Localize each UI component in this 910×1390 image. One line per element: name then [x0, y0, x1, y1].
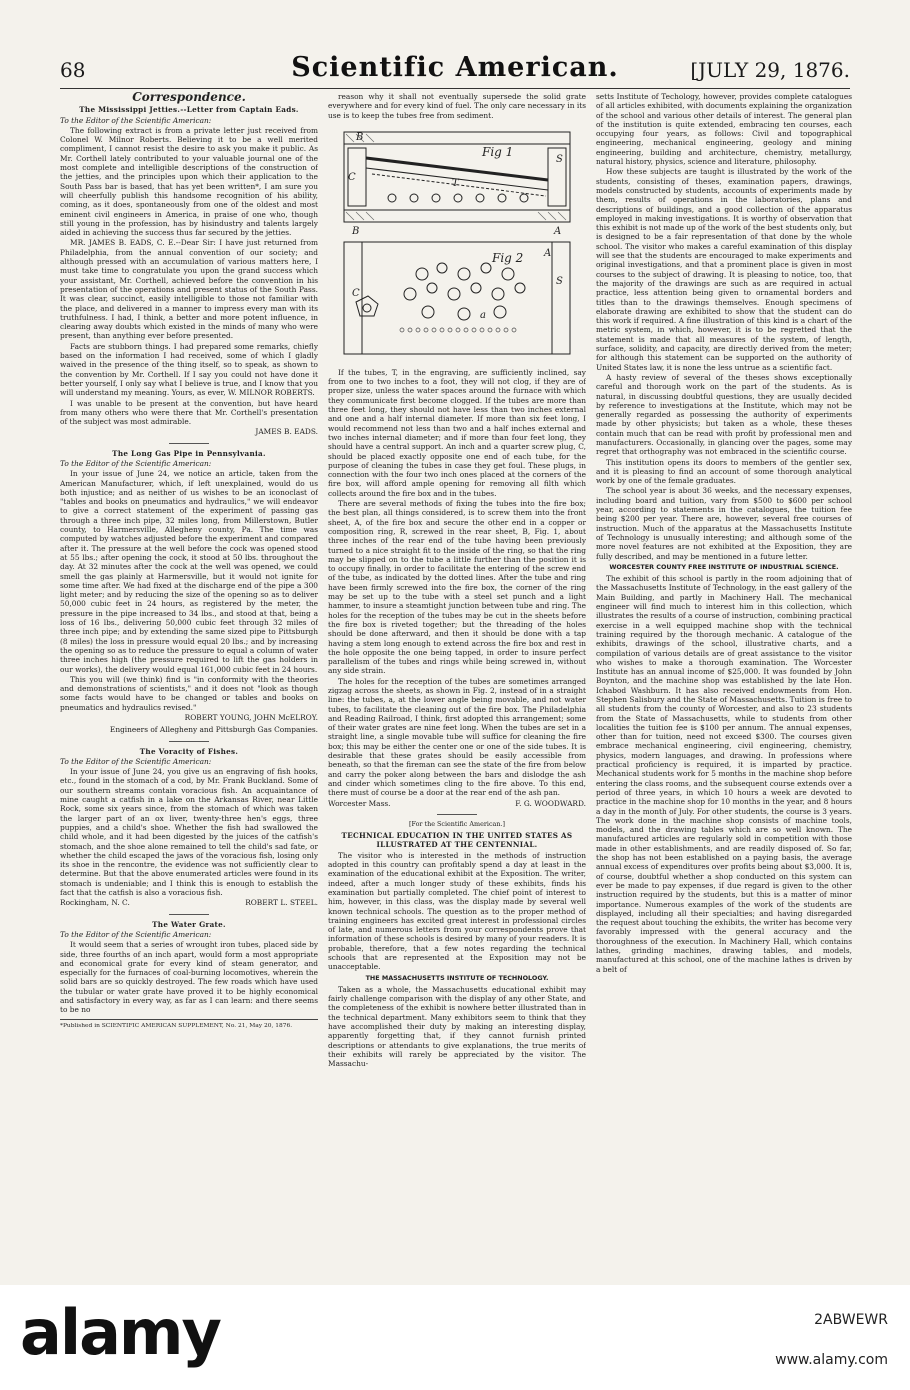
- signature-line: [60, 898, 318, 907]
- signature: ROBERT YOUNG, JOHN McELROY.: [184, 713, 318, 722]
- figure-letter: C: [348, 171, 356, 183]
- image-code: 2ABWEWR: [814, 1312, 888, 1328]
- salutation: To the Editor of the Scientific American:: [60, 115, 212, 125]
- signature: F. G. WOODWARD.: [515, 798, 586, 808]
- article-title-jetties: The Mississippi Jetties.--Letter from Captain Eads.: [79, 105, 299, 115]
- alamy-logo: alamy: [20, 1296, 220, 1369]
- subheading-mit: THE MASSACHUSETTS INSTITUTE OF TECHNOLOGY.: [365, 973, 549, 982]
- paragraph: The school year is about 36 weeks, and the necessary expenses, including board and tuition, vary from $500 to $600 per school year, according to statements in the catalogues, the tuition fee being $200 per year. There are, however, several free courses of instruction. Much of the apparatus at the Massachusetts Institute of Technology is unusually interesting; and although some of the more novel features are not exhibited at the Exposition, they are fully described, and may be mentioned in a future letter.: [596, 486, 852, 561]
- fig1-frame: [344, 132, 570, 222]
- signature-line: [328, 799, 586, 808]
- article-title-fishes: The Voracity of Fishes.: [139, 746, 239, 756]
- paragraph: There are several methods of fixing the tubes into the fire box; the best plan, all things considered, is to screw them into the front sheet, A, of the fire box and secure the other end in a copper or composition ring, R, screwed in the rear sheet, B, Fig. 1, about three inches of the rear end of the tube having been previously turned to a nice straight fit to the inside of the ring, so that the ring may be slipped on to the tube a little further than the position it is to occupy finally, in order to facilitate the entering of the screw end of the tube, as indicated by the dotted lines. After the tube and ring have been firmly screwed into the fire box, the corner of the ring may be set up to the tube with a steel set punch and a light hammer, to insure a steamtight junction between tube and ring. The holes for the reception of the tubes may be cut in the sheets before the fire box is riveted together; but the threading of the holes should be done afterward, and then it should be done with a tap having a stem long enough to extend across the fire box and rest in the hole opposite the one being tapped, in order to insure perfect parallelism of the tubes and rings while being screwed in, without any side strain.: [328, 499, 586, 676]
- column-3: [596, 92, 852, 1272]
- signature: JAMES B. EADS.: [255, 427, 318, 437]
- salutation: To the Editor of the Scientific American:: [60, 756, 212, 766]
- paragraph: The visitor who is interested in the methods of instruction adopted in this country can profitably spend a day at least in the examination of the educational exhibit at the Exposition. The writer, indeed, after a much longer study of these exhibits, finds his examination but partially completed. The chief point of interest to him, however, in this class, was the display made by several well known technical schools. The question as to the proper method of training engineers has excited great interest in professional circles of late, and numerous letters from your correspondents prove that information of these schools is desired by many of your readers. It is probable, therefore, that a few notes regarding the technical schools that are represented at the Exposition may not be unacceptable.: [328, 850, 586, 972]
- salutation: To the Editor of the Scientific American:: [60, 929, 212, 939]
- paragraph: The exhibit of this school is partly in the room adjoining that of the Massachusetts Institute of Technology, in the east gallery of the Main Building, and partly in Machinery Hall. The mechanical engineer will find much to interest him in this collection, which illustrates the results of a course of instruction, combining practical exercise in a well equipped machine shop with the technical training required by the thorough mechanic. A catalogue of the exhibits, drawings of the school, illustrative charts, and a compilation of various details are of great assistance to the visitor who wishes to make a thorough examination. The Worcester Institute has an annual income of $25,000. It was founded by John Boynton, and the machine shop was established by the late Hon. Ichabod Washburn. It has also received endowments from Hon. Stephen Salisbury and the State of Massachusetts. Tuition is free to all students from the county of Worcester, and also to 23 students from the State of Massachusetts, while to students from other localities the tuition fee is $100 per annum. The annual expenses, other than for tuition, need not exceed $300. The courses given embrace mechanical engineering, civil engineering, chemistry, physics, modern languages, and drawing. In professions where practical proficiency is required, it is imparted by practice. Mechanical students work for 5 months in the machine shop before entering the class rooms, and the subsequent course extends over a period of three years, in which 10 hours a week are devoted to practice in the machine shop for 10 months in the year, and 8 hours a day in the month of July. For other students, the course is 3 years. The work done in the machine shop consists of machine tools, models, and the drawing tables which are so well known. The manufactured articles are regularly sold in competition with those made in other establishments, and are readily disposed of. So far, the shop has not been established on a paying basis, the average annual excess of expenditures over profits being about $3,000. It is, of course, doubtful whether a shop conducted on this system can ever be made to pay expenses, if due regard is given to the other instruction required by the students, but this is a matter of minor importance. Numerous examples of the work of the students are displayed, including all their specialties; and having disregarded the request about touching the exhibits, the writer has become very favorably impressed with the general accuracy and the thoroughness of the execution. In Machinery Hall, which contains lathes, grinding machines, drawing tables, and models, manufactured at this school, one of the machine lathes is driven by a belt of: [596, 574, 852, 974]
- separator: [169, 914, 209, 921]
- source-note: [For the Scientific American.]: [409, 819, 505, 828]
- footnote: *Published in SCIENTIFIC AMERICAN SUPPLEMENT, No. 21, May 20, 1876.: [60, 1019, 318, 1031]
- screw-plug: [356, 296, 378, 316]
- paragraph: The holes for the reception of the tubes are sometimes arranged zigzag across the sheets, as shown in Fig. 2, instead of in a straight line: the tubes, a, at the lower angle being movable, and not water tubes, to facilitate the cleaning out of the fire box. The Philadelphia and Reading Railroad, I think, first adopted this arrangement; some of their water grates are nine feet long. When the tubes are set in a straight line, a single movable tube will suffice for cleaning the fire box; this may be either the center one or one of the side tubes. It is desirable that these grates should be easily accessible from beneath, so that the fireman can see the state of the fire from below and carry the poker along between the bars and dislodge the ash and cinder which sometimes cling to the fire above. To this end, there must of course be a door at the rear end of the ash pan.: [328, 676, 586, 798]
- figure-letter: T: [452, 177, 459, 189]
- figure-letter: S: [556, 153, 563, 165]
- place: Rockingham, N. C.: [60, 898, 130, 908]
- separator: [169, 741, 209, 748]
- paragraph: This you will (we think) find is "in conformity with the theories and demonstrations of scientists," and it does not "look as though some facts would have to be changed or tables and books on pneumatics and hydraulics revised.": [60, 674, 318, 712]
- figure-letter: C: [352, 287, 360, 299]
- water-grate-figure: [332, 124, 582, 364]
- figure-letter: S: [556, 275, 563, 287]
- column-1: [60, 92, 318, 1272]
- salutation: To the Editor of the Scientific American:: [60, 458, 212, 468]
- article-title-water-grate: The Water Grate.: [152, 919, 226, 929]
- paragraph: In your issue of June 24, you give us an engraving of fish hooks, etc., found in the stomach of a cod, by Mr. Frank Buckland. Some of our southern streams contain voracious fish. An acquaintance of mine caught a catfish in a lake on the Arkansas River, near Little Rock, some six years since, from the stomach of which was taken the larger part of an ox liver, twenty-three hen's eggs, three puppies, and a child's shoe. Whether the fish had swallowed the child whole, and it had been digested by the juices of the catfish's stomach, and the shoe alone remained to tell the child's sad fate, or whether the child escaped the jaws of the voracious fish, losing only its shoe in the rencontre, the evidence was not sufficiently clear to determine. But that the above enumerated articles were found in its stomach is undeniable; and I think this is enough to establish the fact that the catfish is also a voracious fish.: [60, 767, 318, 898]
- masthead: Scientific American.: [291, 52, 619, 83]
- fig1-label: Fig 1: [482, 144, 514, 159]
- paragraph: A hasty review of several of the theses shows exceptionally careful and thorough work on the part of the students. As is natural, in discussing doubtful questions, they are usually decided by reference to investigations at the Institute, which may not be generally regarded as possessing the authority of experiments made by other physicists; but taken as a whole, these theses contain much that can be read with profit by professional men and manufacturers. Occasionally, in glancing over the pages, some may regret that orthography was not embraced in the scientific course.: [596, 372, 852, 457]
- fig2-label: Fig 2: [492, 250, 524, 265]
- page-number: 68: [60, 58, 86, 82]
- separator: [437, 814, 477, 821]
- paragraph: How these subjects are taught is illustrated by the work of the students, consisting of theses, examination papers, drawings, models constructed by students, accounts of experiments made by them, results of operations in the laboratories, plans and descriptions of buildings, and a good collection of the apparatus employed in making investigations. It is worthy of observation that this exhibit is not made up of the work of the best students only, but is designed to be a fair representation of that done by the whole school. The visitor who makes a careful examination of this display will see that the students are encouraged to make experiments and original investigations, and that a prominent place is given in most courses to the subject of drawing. It is pleasing to notice, too, that the majority of the drawings are such as are required in actual practice, less attention being given to ornamental borders and titles than to the drawings themselves. Enough specimens of elaborate drawing are exhibited to show that the student can do this work if required. A fine illustration of this kind is a chart of the metric system, in which, however, it is to be regretted that the statement is made that all measures of the system, of length, surface, solidity, and capacity, are directly derived from the meter; for although this statement can be supported on the authority of United States law, it is none the less untrue as a scientific fact.: [596, 167, 852, 372]
- article-title-gas-pipe: The Long Gas Pipe in Pennsylvania.: [112, 448, 266, 458]
- paragraph: setts Institute of Techology, however, provides complete catalogues of all articles exhibited, with documents explaining the organization of the school and various other details of interest. The general plan of the institution is quite extended, embracing ten courses, each occupying four years, as follows: Civil and topographical engineering, mechanical engineering, geology and mining engineering, building and architecture, chemistry, metallurgy, natural history, physics, science and literature, philosophy.: [596, 92, 852, 167]
- paragraph: In your issue of June 24, we notice an article, taken from the American Manufacturer, which, if left unexplained, would do us both injustice; and as neither of us wishes to be an iconoclast of "tables and books on pneumatics and hydraulics," we will endeavor to give a correct statement of the experiment of passing gas through a three inch pipe, 32 miles long, from Millerstown, Butler county, to Harmersville, Allegheny county, Pa. The time was computed by watches adjusted before the experiment and compared after it. The pressure at the well before the cock was opened stood at 55 lbs.; after opening the cock, it stood at 50 lbs. throughout the day. At 32 minutes after the cock at the well was opened, we could smell the gas plainly at Harmersville, but it would not ignite for some time after. We had fixed at the discharge end of the pipe a 300 light meter; and by reducing the size of the opening so as to deliver 50,000 cubic feet in 24 hours, as registered by the meter, the pressure in the pipe increased to 34 lbs., and stood at that, being a loss of 16 lbs., delivering 50,000 cubic feet through 32 miles of three inch pipe; and by extending the same sized pipe to Pittsburgh (8 miles) the loss in pressure would equal 20 lbs.; and by increasing the opening so as to reduce the pressure to equal a column of water three inches high (the pressure required to lift the gas holders in our works), the delivery would equal 161,000 cubic feet in 24 hours.: [60, 469, 318, 674]
- paragraph: It would seem that a series of wrought iron tubes, placed side by side, three fourths of an inch apart, would form a most appropriate and economical grate for every kind of steam generator, and especially for the furnaces of coal-burning locomotives, wherein the solid bars are so quickly destroyed. The few roads which have used the tubular or water grate have proved it to be highly economical and satisfactory in every way, as far as I can learn: and there seems to be no: [60, 940, 318, 1015]
- figure-letter: B: [356, 131, 364, 143]
- paragraph: Facts are stubborn things. I had prepared some remarks, chiefly based on the information I had received, some of which I gladly waived in the presence of the thing itself, so to speak, as shown to the convention by Mr. Corthell. If I say you could not have done it better yourself, I only say what I believe is true, and I know that you will understand my meaning. Yours, as ever, W. MILNOR ROBERTS.: [60, 341, 318, 398]
- paragraph: Taken as a whole, the Massachusetts educational exhibit may fairly challenge comparison with the display of any other State, and the completeness of the exhibit is nowhere better illustrated than in the technical department. Many exhibitors seem to think that they have accomplished their duty by making an interesting display, apparently forgetting that, if they cannot furnish printed descriptions or attendants to give explanations, the true merits of their exhibits will rarely be appreciated by the visitor. The Massachu-: [328, 984, 586, 1069]
- paragraph: reason why it shall not eventually supersede the solid grate everywhere and for every kind of fuel. The only care necessary in its use is to keep the tubes free from sediment.: [328, 92, 586, 120]
- paragraph: I was unable to be present at the convention, but have heard from many others who were there that Mr. Corthell's presentation of the subject was most admirable.: [60, 398, 318, 427]
- signature: ROBERT L. STEEL.: [245, 898, 318, 908]
- place: Worcester Mass.: [328, 798, 391, 808]
- separator: [169, 443, 209, 450]
- paragraph: This institution opens its doors to members of the gentler sex, and it is pleasing to find an account of some thorough analytical work by one of the female graduates.: [596, 457, 852, 486]
- fig2-frame: [344, 242, 570, 354]
- figure-letter: A: [544, 247, 552, 259]
- section-heading: Correspondence.: [132, 92, 246, 104]
- figure-letter: a: [480, 309, 486, 321]
- subheading-worcester: WORCESTER COUNTY FREE INSTITUTE OF INDUSTRIAL SCIENCE.: [609, 562, 839, 571]
- column-2: [328, 92, 586, 1272]
- header-rule: [60, 88, 850, 89]
- figure-letter: B: [352, 225, 360, 237]
- article-title-technical-education: TECHNICAL EDUCATION IN THE UNITED STATES AS ILLUSTRATED AT THE CENTENNIAL.: [341, 831, 573, 850]
- site-url: www.alamy.com: [775, 1352, 888, 1368]
- paragraph: The following extract is from a private letter just received from Colonel W. Milnor Roberts. Believing it to be a well merited compliment, I cannot resist the desire to ask you make it public. As Mr. Corthell lately contributed to your valuable journal one of the most complete and intelligible descriptions of the construction of the jetties, and the principles upon which their application to the South Pass bar is based, that has yet been written*, I am sure you will cheerfully publish this handsome recognition of his ability, coming, as it does, spontaneously from one of the oldest and most eminent civil engineers in America, in praise of one who, though still young in the profession, has by hisindustry and talents largely aided in achieving the success thus far secured by the jetties.: [60, 125, 318, 238]
- paragraph: MR. JAMES B. EADS, C. E.--Dear Sir: I have just returned from Philadelphia, from the annual convention of our society; and although pressed with an accumulation of various matters here, I must take time to congratulate you upon the grand success which your assistant, Mr. Corthell, achieved before the convention in his presentation of the operations and present status of the South Pass. It was clear, succinct, easily intelligible to those not familiar with the place, and delivered in a manner to impress every man with its truthfulness. I had, I think, a better and more potent influence, in clearing away doubts which existed in the minds of many who were present, than anything ever before presented.: [60, 238, 318, 341]
- paragraph: If the tubes, T, in the engraving, are sufficiently inclined, say from one to two inches to a foot, they will not clog, if they are of proper size, unless the water spaces around the furnace with which they communicate first become clogged. If the tubes are more than three feet long, they should not have less than two inches external and one and a half internal diameter. If more than six feet long, I would recommend not less than two and a half inches external and two inches internal diameter; and if more than four feet long, they should have a central support. An inch and a quarter screw plug, C, should be placed exactly opposite one end of each tube, for the purpose of cleaning the tubes in case they get foul. These plugs, in connection with the four two inch ones placed at the corners of the fire box, will afford ample opening for removing all filth which collects around the fire box and in the tubes.: [328, 367, 586, 498]
- issue-date: [JULY 29, 1876.: [690, 58, 850, 82]
- affiliation: Engineers of Allegheny and Pittsburgh Gas Companies.: [109, 725, 318, 735]
- figure-letter: A: [554, 225, 562, 237]
